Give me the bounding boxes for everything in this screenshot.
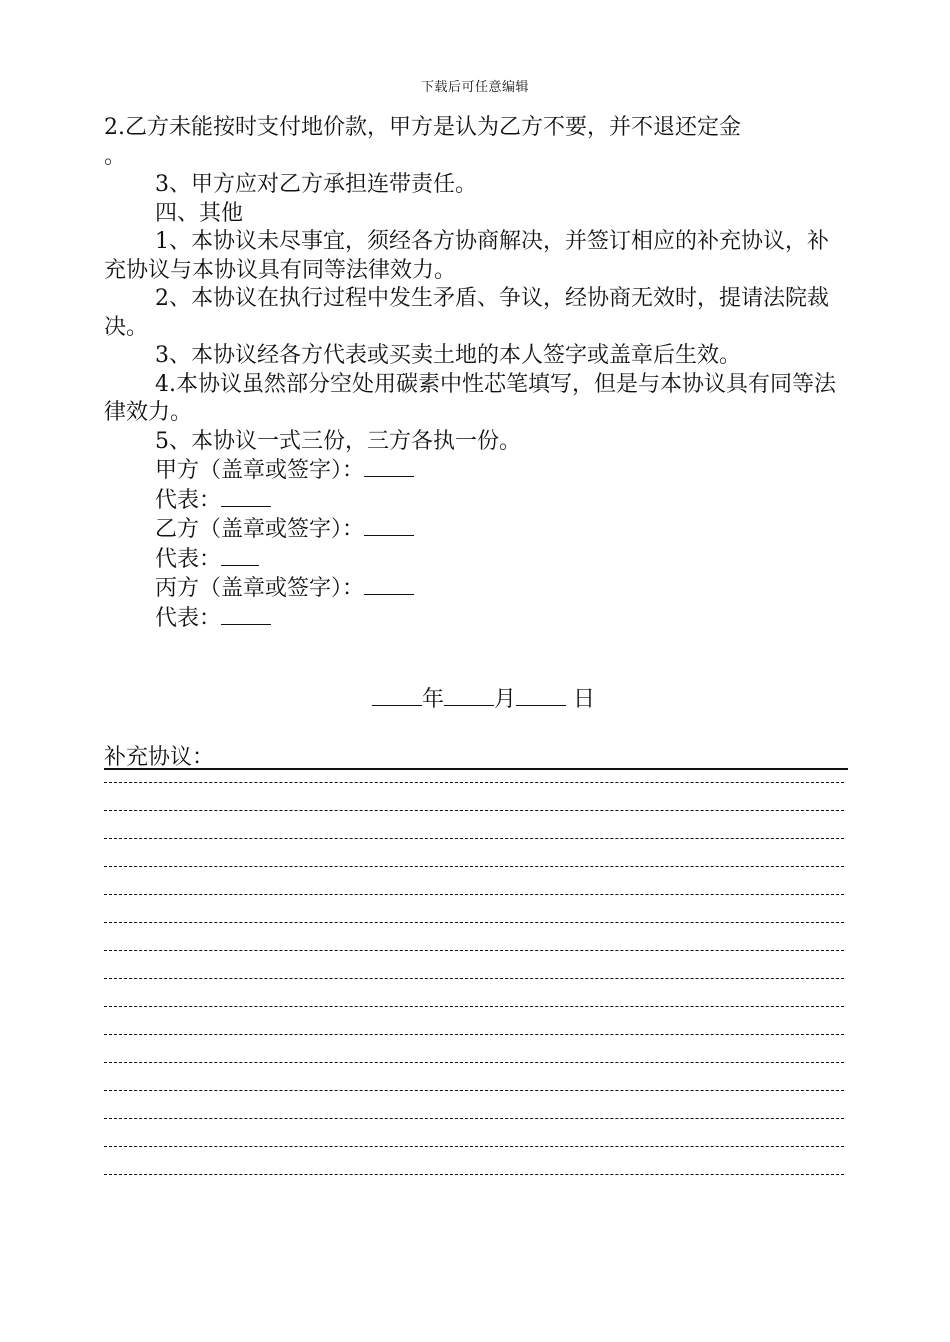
signature-party-b xyxy=(104,515,848,545)
month-blank[interactable] xyxy=(444,685,494,706)
supplement-dashed-line xyxy=(104,1174,844,1175)
supplement-dashed-line xyxy=(104,810,844,811)
signing-date xyxy=(372,682,595,713)
representative-c xyxy=(104,604,848,634)
clause-2: 2、本协议在执行过程中发生矛盾、争议，经协商无效时，提请法院裁决。 xyxy=(104,286,829,340)
section-heading-other: 四、其他 xyxy=(155,200,244,226)
signature-party-a-label: 甲方（盖章或签字）： xyxy=(155,458,365,483)
representative-a-blank[interactable] xyxy=(221,486,271,507)
paragraph-payment-default-end: 。 xyxy=(104,143,127,169)
signature-party-c-label: 丙方（盖章或签字）： xyxy=(155,576,365,601)
signature-party-c xyxy=(104,574,848,604)
representative-b-label: 代表： xyxy=(155,546,222,572)
supplement-dashed-line xyxy=(104,1146,844,1147)
paragraph-joint-liability: 3、甲方应对乙方承担连带责任。 xyxy=(155,172,477,197)
signature-party-b-label: 乙方（盖章或签字）： xyxy=(155,517,365,542)
supplement-dashed-line xyxy=(104,1062,844,1063)
supplement-dashed-line xyxy=(104,950,844,951)
representative-b-blank[interactable] xyxy=(221,545,259,566)
clause-1: 1、本协议未尽事宜，须经各方协商解决，并签订相应的补充协议，补充协议与本协议具有同等法律效力。 xyxy=(104,229,829,283)
representative-c-blank[interactable] xyxy=(221,604,271,625)
supplement-writing-area[interactable] xyxy=(104,782,844,1202)
representative-c-label: 代表： xyxy=(155,605,222,631)
signature-party-c-blank[interactable] xyxy=(364,574,414,595)
supplement-rule xyxy=(104,768,848,770)
clause-5: 5、本协议一式三份，三方各执一份。 xyxy=(155,428,521,454)
supplement-dashed-line xyxy=(104,1034,844,1035)
agreement-body xyxy=(104,114,848,633)
supplement-dashed-line xyxy=(104,782,844,783)
supplement-dashed-line xyxy=(104,1090,844,1091)
month-label: 月 xyxy=(494,687,517,712)
representative-b xyxy=(104,545,848,575)
day-label: 日 xyxy=(573,687,596,712)
clause-3: 3、本协议经各方代表或买卖土地的本人签字或盖章后生效。 xyxy=(155,343,741,368)
signature-party-a-blank[interactable] xyxy=(364,456,414,477)
year-blank[interactable] xyxy=(372,685,422,706)
clause-4: 4.本协议虽然部分空处用碳素中性芯笔填写，但是与本协议具有同等法律效力。 xyxy=(104,371,836,425)
paragraph-payment-default: 2.乙方未能按时支付地价款，甲方是认为乙方不要，并不退还定金 xyxy=(104,115,741,140)
supplement-dashed-line xyxy=(104,978,844,979)
supplement-dashed-line xyxy=(104,1118,844,1119)
supplement-dashed-line xyxy=(104,894,844,895)
representative-a-label: 代表： xyxy=(155,487,222,513)
signature-party-b-blank[interactable] xyxy=(364,515,414,536)
day-blank[interactable] xyxy=(516,685,566,706)
supplement-dashed-line xyxy=(104,1006,844,1007)
year-label: 年 xyxy=(422,687,445,712)
supplement-dashed-line xyxy=(104,838,844,839)
supplement-dashed-line xyxy=(104,866,844,867)
signature-party-a xyxy=(104,456,848,486)
representative-a xyxy=(104,486,848,516)
supplement-title: 补充协议： xyxy=(104,745,215,770)
page-header: 下载后可任意编辑 xyxy=(420,80,529,95)
supplement-dashed-line xyxy=(104,922,844,923)
